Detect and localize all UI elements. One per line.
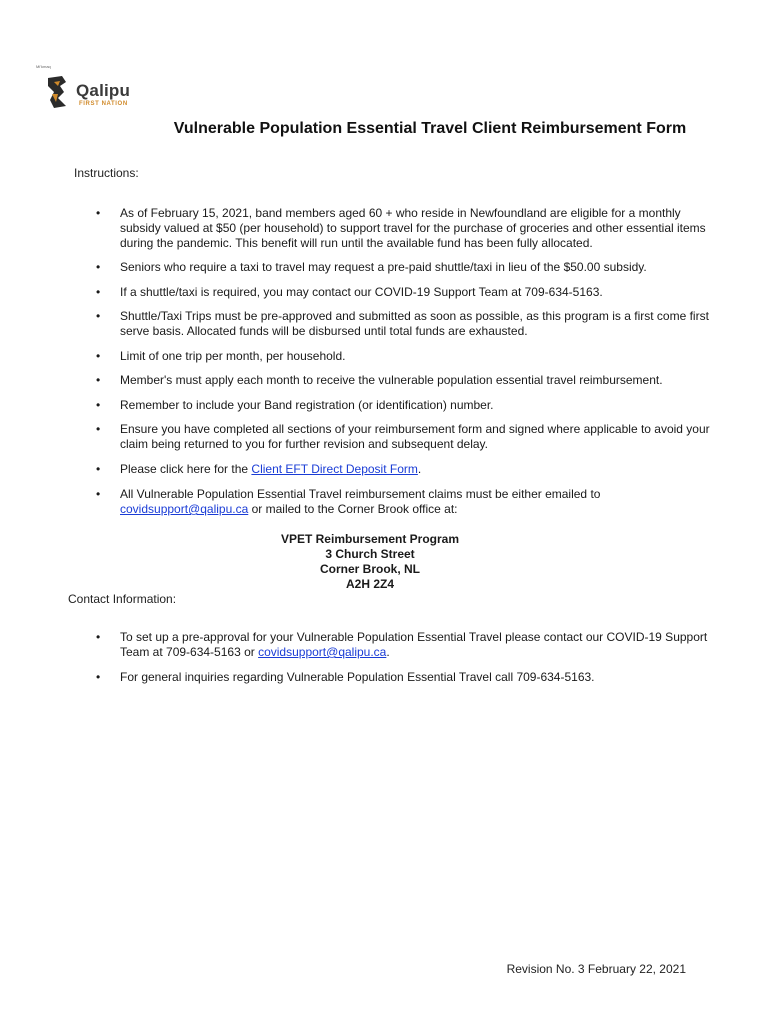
bullet-icon: • xyxy=(96,670,101,684)
logo-subtitle: FIRST NATION xyxy=(79,101,128,107)
list-item-text: Please click here for the Client EFT Direct Deposit Form. xyxy=(120,462,422,476)
list-item-text: Shuttle/Taxi Trips must be pre-approved and submitted as soon as possible, as this program is a first come first serve basis. Allocated funds will be disbursed until total funds are exhausted. xyxy=(120,309,709,338)
list-item-text: As of February 15, 2021, band members aged 60 + who reside in Newfoundland are eligible for a monthly subsidy valued at $50 (per household) to support travel for the purchase of groceries and other essential items during the pandemic. This benefit will run until the available fund has been fully allocated. xyxy=(120,206,706,250)
address-line: 3 Church Street xyxy=(325,547,415,561)
list-item-text: All Vulnerable Population Essential Travel reimbursement claims must be either emailed to covidsupport@qalipu.ca or mailed to the Corner Brook office at: xyxy=(120,487,601,516)
address-line: Corner Brook, NL xyxy=(319,562,420,576)
page-title: Vulnerable Population Essential Travel Client Reimbursement Form xyxy=(173,120,687,137)
list-item-text: To set up a pre-approval for your Vulnerable Population Essential Travel please contact our COVID-19 Support Team at 709-634-5163 or covidsupport@qalipu.ca. xyxy=(120,630,708,659)
bullet-icon: • xyxy=(96,206,101,220)
bullet-icon: • xyxy=(96,285,101,299)
address-line: VPET Reimbursement Program xyxy=(280,532,460,546)
bullet-icon: • xyxy=(96,398,101,412)
list-item-text: Ensure you have completed all sections of your reimbursement form and signed where applicable to avoid your claim being returned to you for further revision and subsequent delay. xyxy=(120,422,710,451)
revision-footer: Revision No. 3 February 22, 2021 xyxy=(506,962,686,976)
bullet-icon: • xyxy=(96,487,101,501)
list-item-text: Seniors who require a taxi to travel may request a pre-paid shuttle/taxi in lieu of the $50.00 subsidy. xyxy=(120,260,647,274)
logo-name: Qalipu xyxy=(76,81,131,100)
list-item-text: For general inquiries regarding Vulnerable Population Essential Travel call 709-634-5163. xyxy=(120,670,595,684)
bullet-icon: • xyxy=(96,349,101,363)
eft-form-link[interactable]: Client EFT Direct Deposit Form xyxy=(251,462,418,476)
address-line: A2H 2Z4 xyxy=(345,577,395,591)
list-item-text: If a shuttle/taxi is required, you may contact our COVID-19 Support Team at 709-634-5163. xyxy=(120,285,603,299)
instructions-label: Instructions: xyxy=(74,166,139,180)
bullet-icon: • xyxy=(96,630,101,644)
email-link[interactable]: covidsupport@qalipu.ca xyxy=(120,502,249,516)
contact-label: Contact Information: xyxy=(68,592,177,606)
bullet-icon: • xyxy=(96,462,101,476)
bullet-icon: • xyxy=(96,260,101,274)
email-link[interactable]: covidsupport@qalipu.ca xyxy=(258,645,387,659)
bullet-icon: • xyxy=(96,422,101,436)
list-item-text: Limit of one trip per month, per household. xyxy=(120,349,346,363)
mailing-address xyxy=(240,532,500,592)
bullet-icon: • xyxy=(96,373,101,387)
bullet-icon: • xyxy=(96,309,101,323)
logo-small-mark: Mi'kmaq xyxy=(36,64,51,69)
list-item-text: Remember to include your Band registration (or identification) number. xyxy=(120,398,494,412)
list-item-text: Member's must apply each month to receive the vulnerable population essential travel reimbursement. xyxy=(120,373,663,387)
